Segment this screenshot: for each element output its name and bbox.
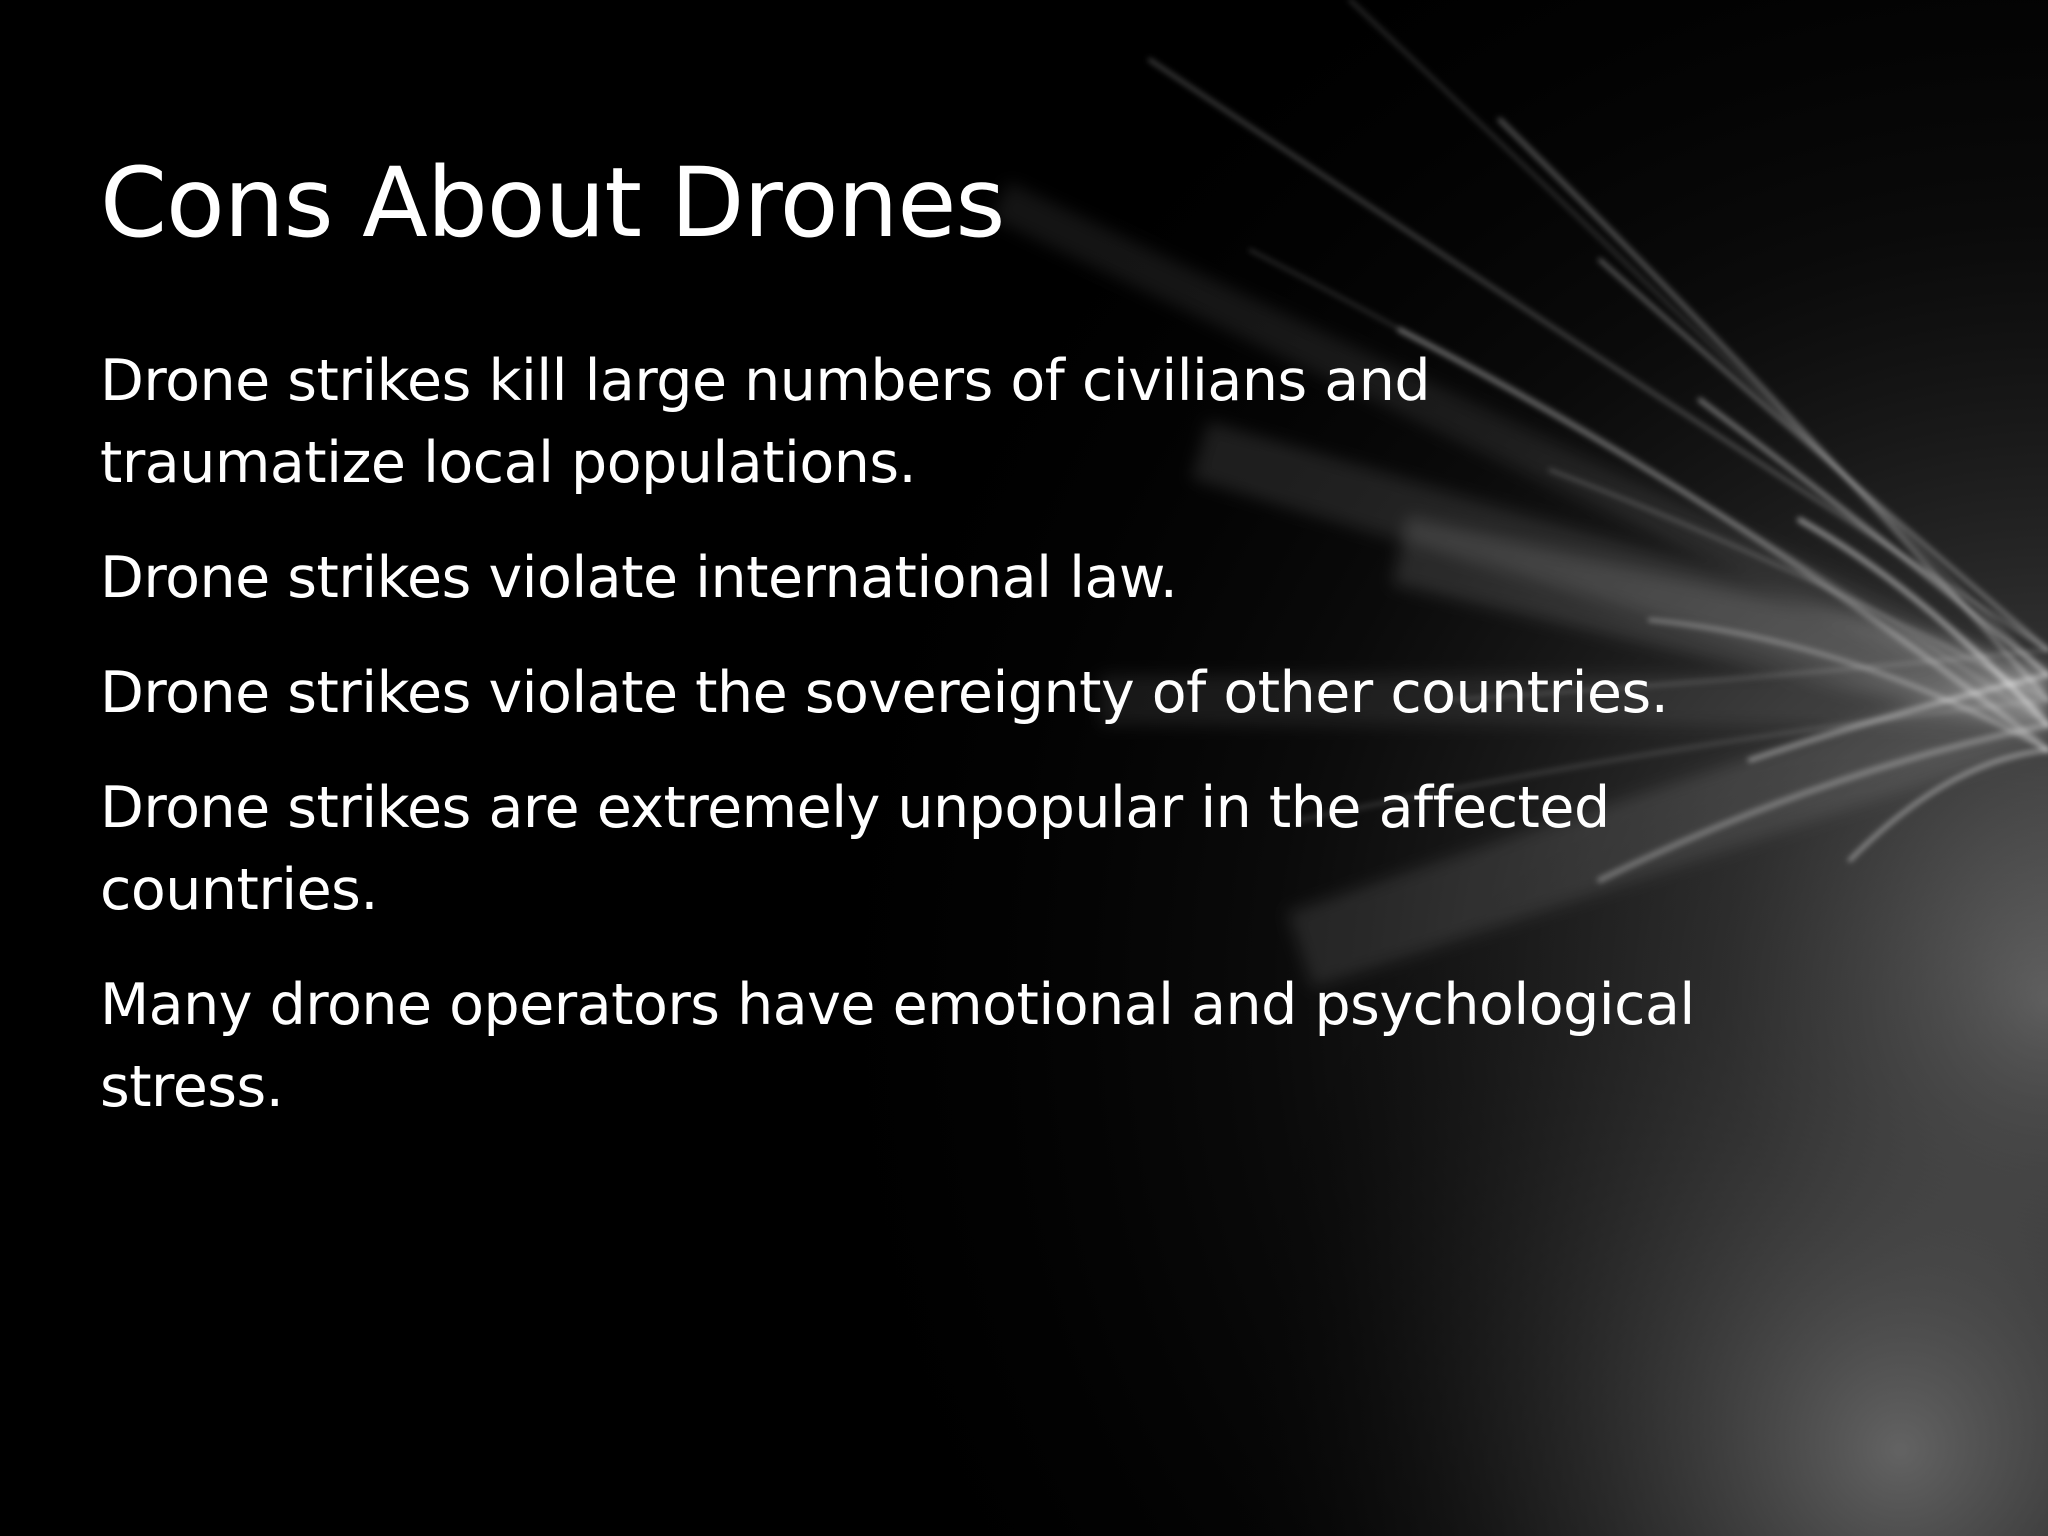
bullet-line: Many drone operators have emotional and psychological [100,972,1695,1038]
bullet-line: traumatize local populations. [100,430,917,496]
bullet-item [100,537,1820,619]
bullet-item [100,652,1820,734]
bullet-line: Drone strikes kill large numbers of civilians and [100,348,1431,414]
slide-title: Cons About Drones [100,147,1005,259]
bullet-line: stress. [100,1054,284,1120]
bullet-line: Drone strikes violate the sovereignty of other countries. [100,660,1669,726]
bullet-line: Drone strikes are extremely unpopular in the affected [100,775,1610,841]
bullet-item [100,340,1820,504]
bullet-line: Drone strikes violate international law. [100,545,1178,611]
bullet-item [100,964,1820,1128]
bullet-line: countries. [100,857,378,923]
bullet-list [100,340,1820,1161]
bullet-item [100,767,1820,931]
